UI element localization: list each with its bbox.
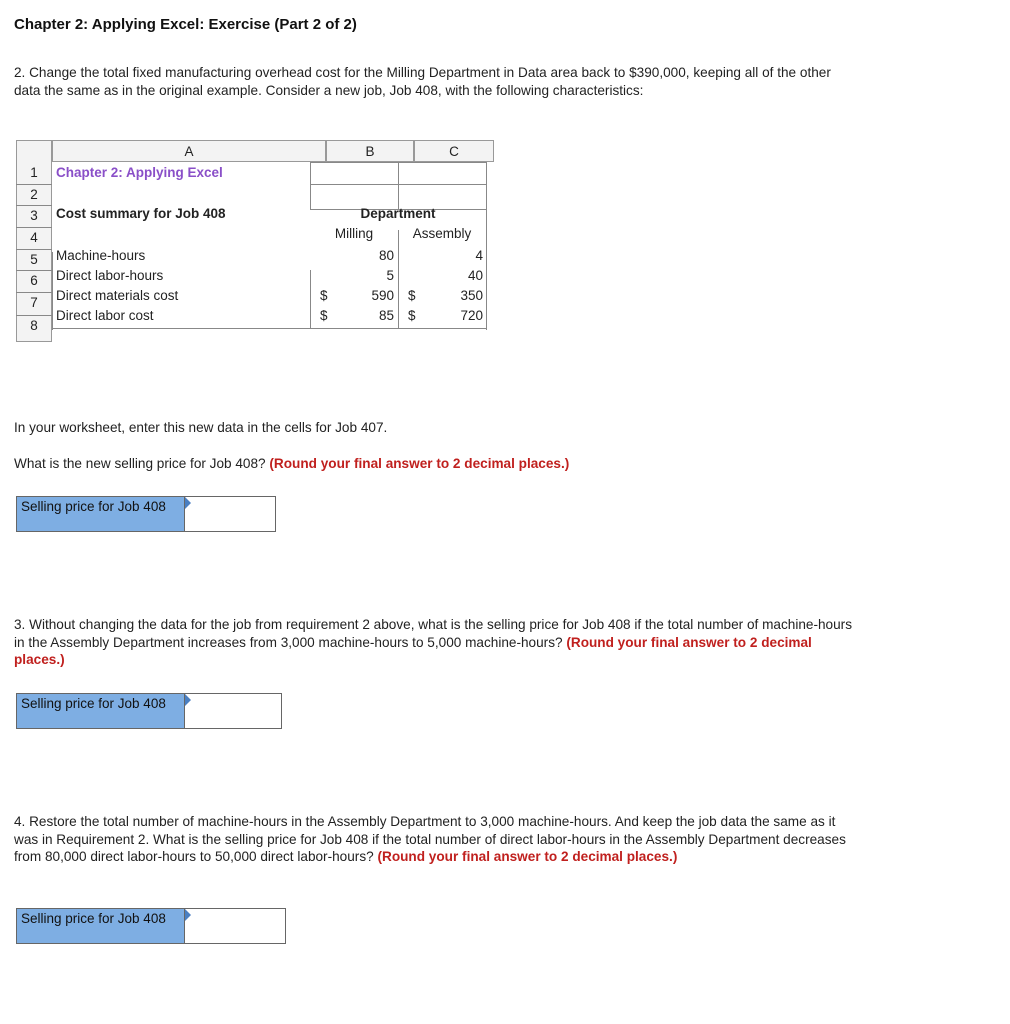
answer-label: Selling price for Job 408 (17, 909, 185, 943)
item-label[interactable]: Direct labor cost (56, 308, 154, 323)
milling-currency: $ (320, 308, 328, 323)
row-number[interactable]: 6 (30, 273, 38, 288)
question-text: 4. Restore the total number of machine-hours in the Assembly Department to 3,000 machine-hours. And keep the job data the same as it was in Requirement 2. What is the selling price for Job 408 if the total number of direct labor-hours in the Assembly Department decreases from 80,000 direct labor-hours to 50,000 direct labor-hours? (14, 814, 846, 864)
item-label[interactable]: Machine-hours (56, 248, 146, 263)
requirement-4-text (14, 813, 854, 866)
assembly-value[interactable]: 350 (460, 288, 483, 303)
assembly-value[interactable]: 4 (475, 248, 483, 263)
requirement-2-instruction: In your worksheet, enter this new data in the cells for Job 407. (14, 420, 388, 435)
item-label[interactable]: Direct labor-hours (56, 268, 164, 283)
row-number[interactable]: 4 (30, 230, 38, 245)
assembly-value[interactable]: 40 (467, 268, 483, 283)
milling-value[interactable]: 5 (386, 268, 394, 283)
answer-label: Selling price for Job 408 (17, 694, 185, 728)
milling-value[interactable]: 590 (371, 288, 394, 303)
round-note: (Round your final answer to 2 decimal places.) (377, 849, 678, 864)
answer-input-req3[interactable] (185, 694, 281, 728)
round-note: (Round your final answer to 2 decimal places.) (269, 456, 570, 471)
milling-header[interactable]: Milling (334, 226, 374, 241)
assembly-value[interactable]: 720 (460, 308, 483, 323)
row-number[interactable]: 3 (30, 208, 38, 223)
department-header[interactable]: Department (360, 206, 436, 221)
page-title: Chapter 2: Applying Excel: Exercise (Part 2 of 2) (14, 16, 357, 33)
assembly-header[interactable]: Assembly (412, 226, 472, 241)
answer-box-req3 (16, 693, 282, 729)
input-marker-icon (185, 497, 191, 509)
answer-input-req4[interactable] (185, 909, 285, 943)
requirement-2-text: 2. Change the total fixed manufacturing overhead cost for the Milling Department in Data area back to $390,000, keeping all of the other data the same as in the original example. Consider a new job, Job 408, with the following characteristics: (14, 65, 831, 98)
assembly-currency: $ (408, 308, 416, 323)
cell-a3[interactable]: Cost summary for Job 408 (56, 206, 226, 221)
row-number[interactable]: 5 (30, 252, 38, 267)
requirement-3-text (14, 616, 854, 669)
spreadsheet (16, 140, 494, 340)
row-number[interactable]: 8 (30, 318, 38, 333)
row-number[interactable]: 1 (30, 165, 38, 180)
answer-label: Selling price for Job 408 (17, 497, 185, 531)
cell-a1[interactable]: Chapter 2: Applying Excel (56, 165, 223, 180)
question-text: 3. Without changing the data for the job from requirement 2 above, what is the selling price for Job 408 if the total number of machine-hours in the Assembly Department increases from 3,000 machine-hours to 5,000 machine-hours? (14, 617, 852, 650)
requirement-2-question (14, 455, 854, 473)
answer-box-req4 (16, 908, 286, 944)
row-number[interactable]: 7 (30, 295, 38, 310)
round-note: (Round your final answer to 2 decimal places.) (14, 634, 812, 667)
assembly-currency: $ (408, 288, 416, 303)
row-number[interactable]: 2 (30, 187, 38, 202)
column-header-b[interactable]: B (326, 140, 414, 162)
column-header-a[interactable]: A (52, 140, 326, 162)
milling-currency: $ (320, 288, 328, 303)
input-marker-icon (185, 909, 191, 921)
column-header-c[interactable]: C (414, 140, 494, 162)
answer-box-req2 (16, 496, 276, 532)
milling-value[interactable]: 80 (378, 248, 394, 263)
question-text: What is the new selling price for Job 408? (14, 456, 266, 471)
input-marker-icon (185, 694, 191, 706)
item-label[interactable]: Direct materials cost (56, 288, 179, 303)
answer-input-req2[interactable] (185, 497, 275, 531)
milling-value[interactable]: 85 (378, 308, 394, 323)
